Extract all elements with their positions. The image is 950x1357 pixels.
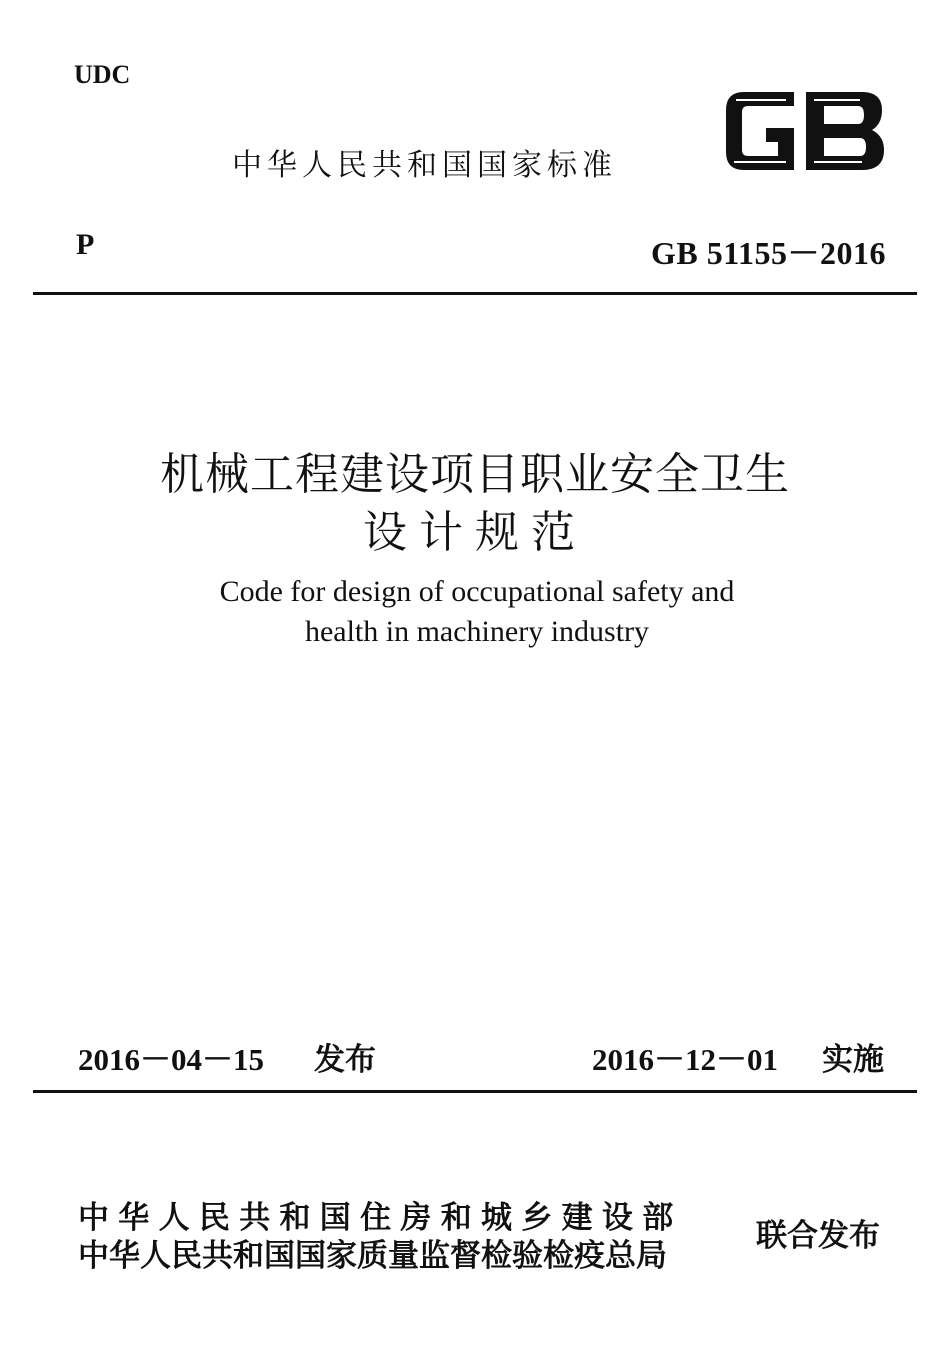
title-chinese-line-2: 设计规范	[363, 507, 587, 558]
top-divider	[33, 292, 917, 295]
joint-issue-label: 联合发布	[756, 1218, 880, 1254]
bottom-divider	[33, 1090, 917, 1093]
title-chinese-line-1: 机械工程建设项目职业安全卫生	[160, 449, 790, 500]
category-code: P	[76, 228, 95, 261]
udc-label: UDC	[74, 60, 131, 89]
title-english-line-1: Code for design of occupational safety and	[219, 575, 735, 608]
standard-number: GB 51155－2016	[651, 235, 886, 271]
implementation-date: 2016－12－01	[592, 1042, 778, 1077]
issue-date: 2016－04－15	[78, 1042, 264, 1077]
issuer-ministry-housing: 中华人民共和国住房和城乡建设部	[78, 1200, 683, 1236]
title-english-line-2: health in machinery industry	[304, 615, 650, 648]
national-standard-heading: 中华人民共和国国家标准	[232, 148, 617, 183]
issuer-quality-supervision: 中华人民共和国国家质量监督检验检疫总局	[78, 1238, 667, 1274]
gb-logo	[722, 88, 888, 174]
implementation-label: 实施	[822, 1042, 884, 1078]
issue-label: 发布	[314, 1042, 376, 1078]
